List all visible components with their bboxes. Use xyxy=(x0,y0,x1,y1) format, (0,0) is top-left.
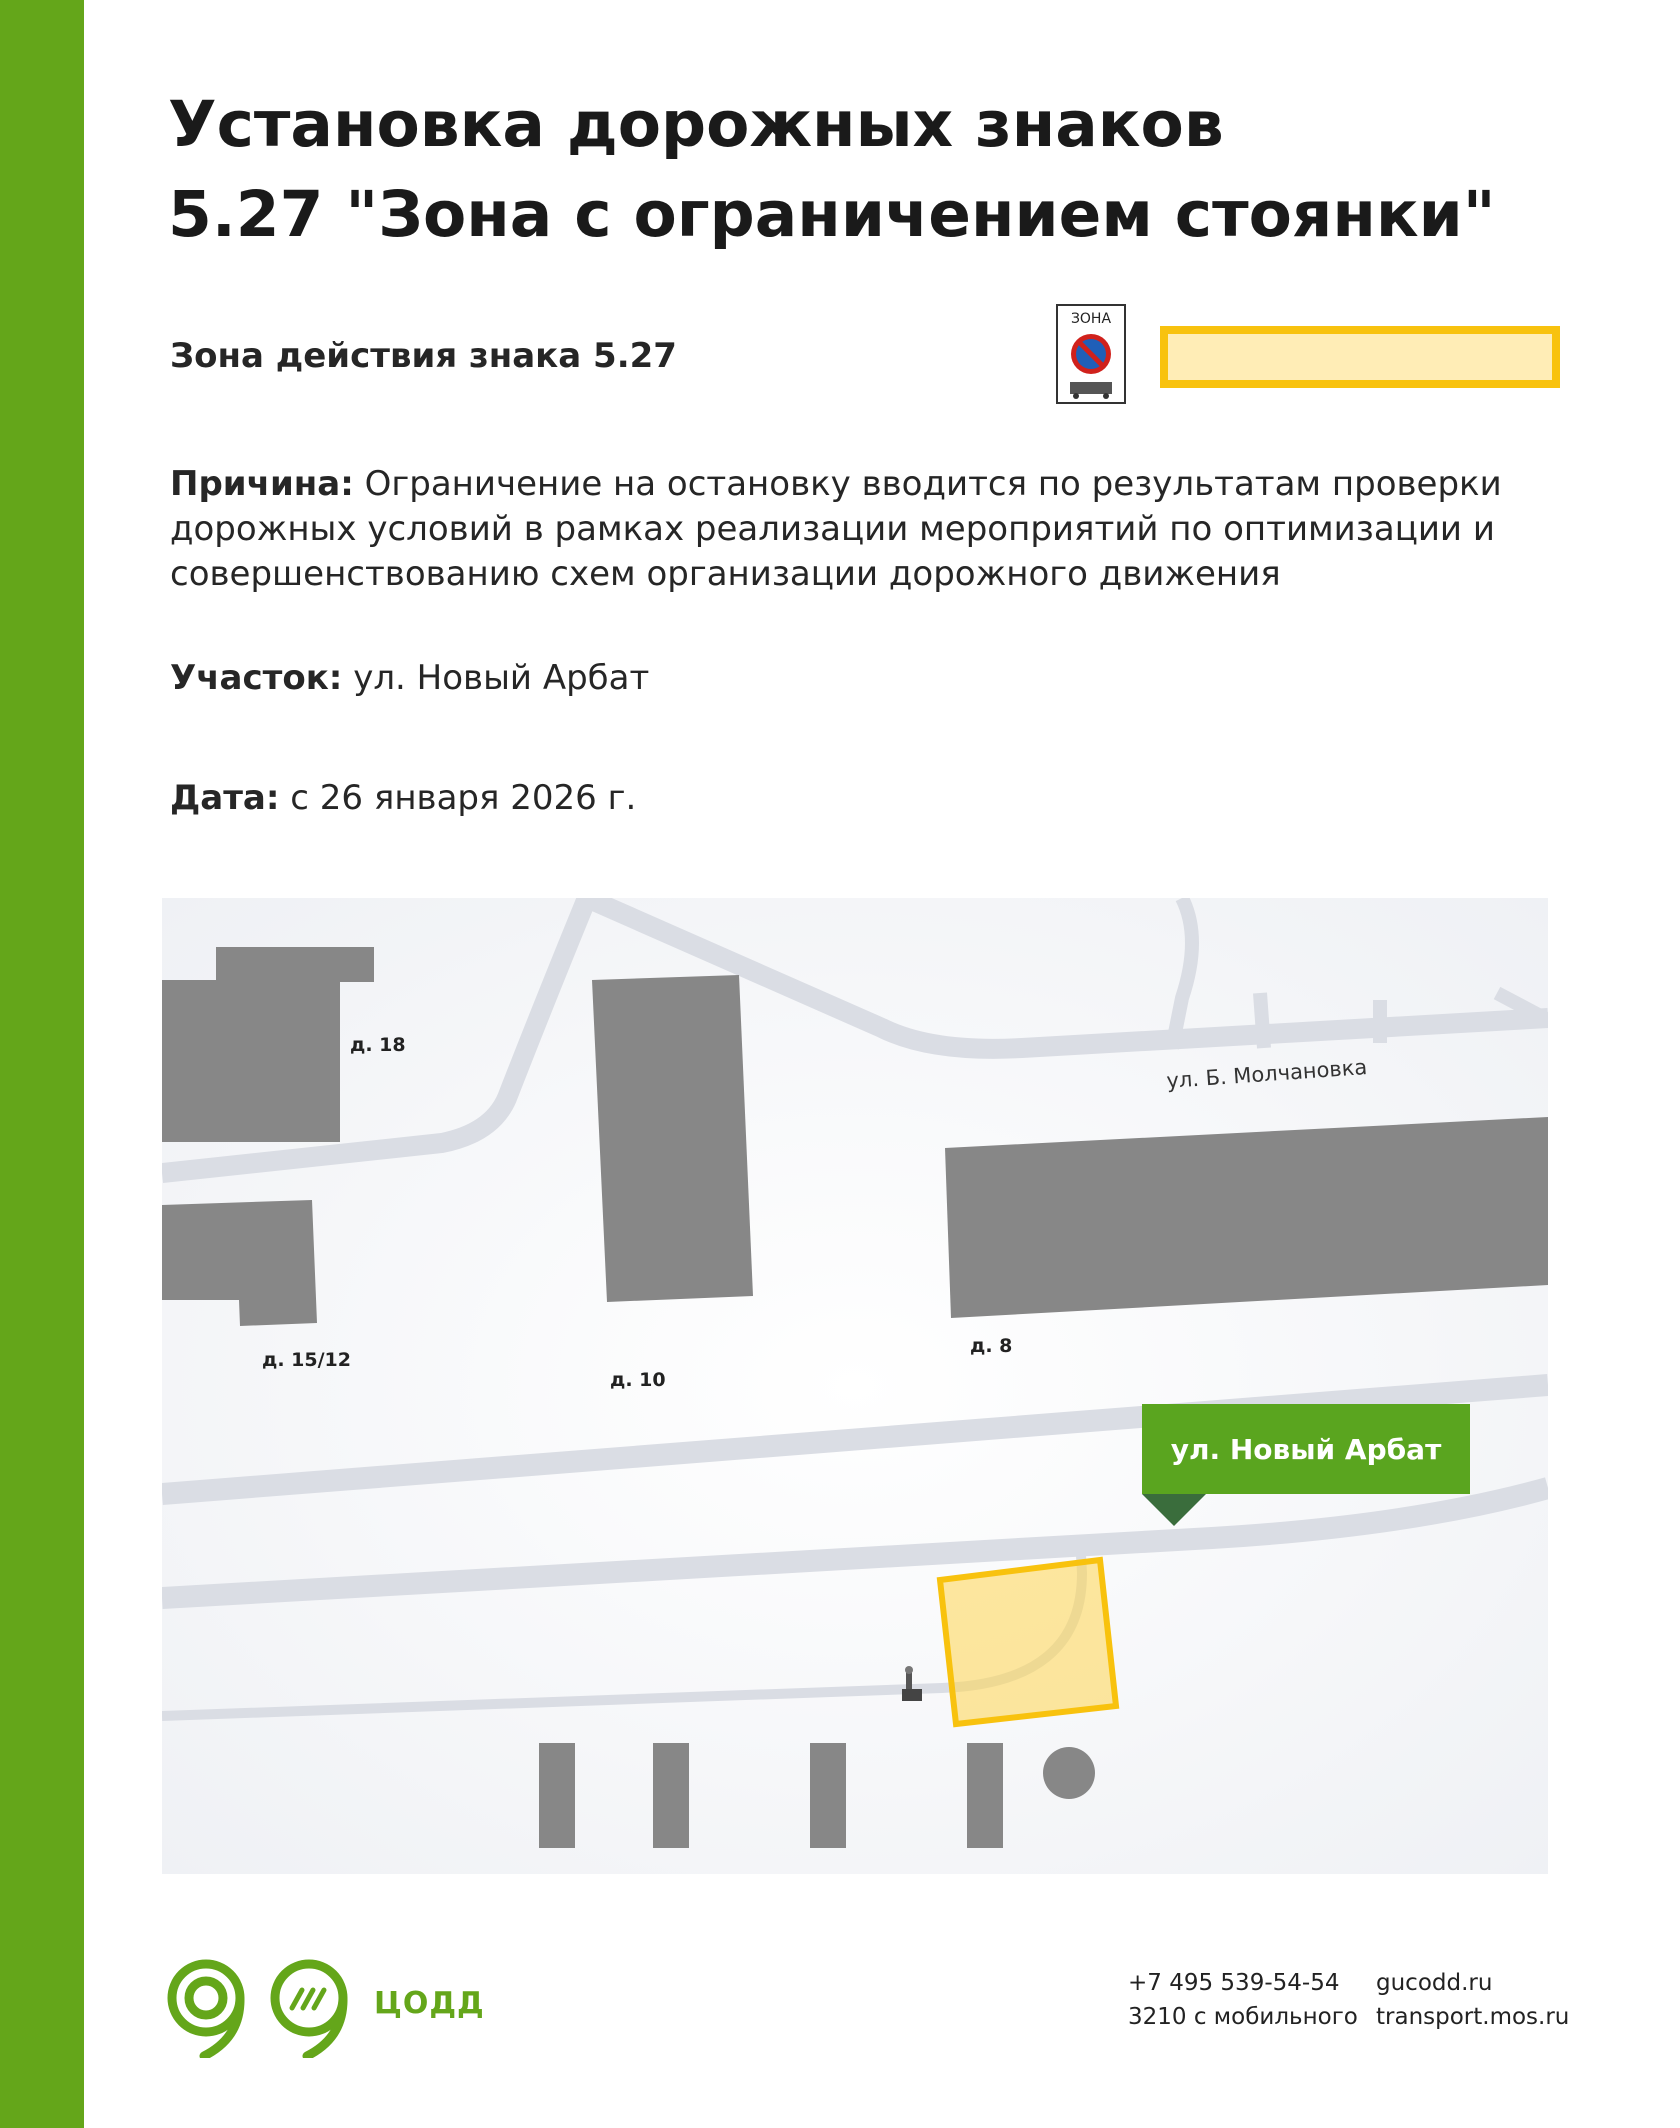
footer-phone[interactable]: +7 495 539-54-54 xyxy=(1128,1970,1340,1996)
area-map xyxy=(162,898,1548,1874)
zone-legend-swatch xyxy=(1160,326,1560,388)
brand-stripe xyxy=(0,0,84,2128)
building-d8 xyxy=(945,1117,1548,1318)
pavilion-2 xyxy=(653,1743,689,1848)
sign-zone-text: ЗОНА xyxy=(1070,311,1112,327)
page-title xyxy=(168,80,1608,260)
pavilion-1 xyxy=(539,1743,575,1848)
building-d10 xyxy=(592,975,753,1302)
house-label-d18: д. 18 xyxy=(350,1034,406,1056)
house-label-d10: д. 10 xyxy=(610,1369,666,1391)
date-paragraph xyxy=(170,776,1550,821)
house-label-d15-12: д. 15/12 xyxy=(262,1349,351,1371)
pavilion-4 xyxy=(967,1743,1003,1848)
road-sign-5-27-icon xyxy=(1056,304,1126,404)
round-kiosk xyxy=(1043,1747,1095,1799)
section-label: Участок: xyxy=(170,658,343,698)
footer-site-gucodd[interactable]: gucodd.ru xyxy=(1376,1970,1493,1996)
section-paragraph xyxy=(170,656,1550,701)
logo-text: ЦОДД xyxy=(374,1986,485,2021)
restricted-parking-zone xyxy=(940,1560,1116,1724)
house-label-d8: д. 8 xyxy=(970,1335,1013,1357)
street-label-b-molchanovka: ул. Б. Молчановка xyxy=(1165,1055,1368,1093)
footer-sites xyxy=(1376,1966,1569,2034)
pavilion-3 xyxy=(810,1743,846,1848)
zone-label: Зона действия знака 5.27 xyxy=(170,336,677,376)
callout-street-name: ул. Новый Арбат xyxy=(1170,1433,1442,1466)
reason-text: Ограничение на остановку вводится по результатам проверки дорожных условий в рамках реализации мероприятий по оптимизации и совершенствованию схем организации дорожного движения xyxy=(170,464,1502,594)
footer-site-transport[interactable]: transport.mos.ru xyxy=(1376,2004,1570,2030)
title-line-1: Установка дорожных знаков xyxy=(168,88,1224,161)
title-line-2: 5.27 "Зона с ограничением стоянки" xyxy=(168,178,1496,251)
date-label: Дата: xyxy=(170,778,280,818)
reason-label: Причина: xyxy=(170,464,354,504)
footer-mobile: 3210 с мобильного xyxy=(1128,2004,1358,2030)
footer-phones xyxy=(1128,1966,1358,2034)
section-text: ул. Новый Арбат xyxy=(342,658,650,698)
reason-paragraph xyxy=(170,462,1550,597)
date-text: с 26 января 2026 г. xyxy=(279,778,637,818)
